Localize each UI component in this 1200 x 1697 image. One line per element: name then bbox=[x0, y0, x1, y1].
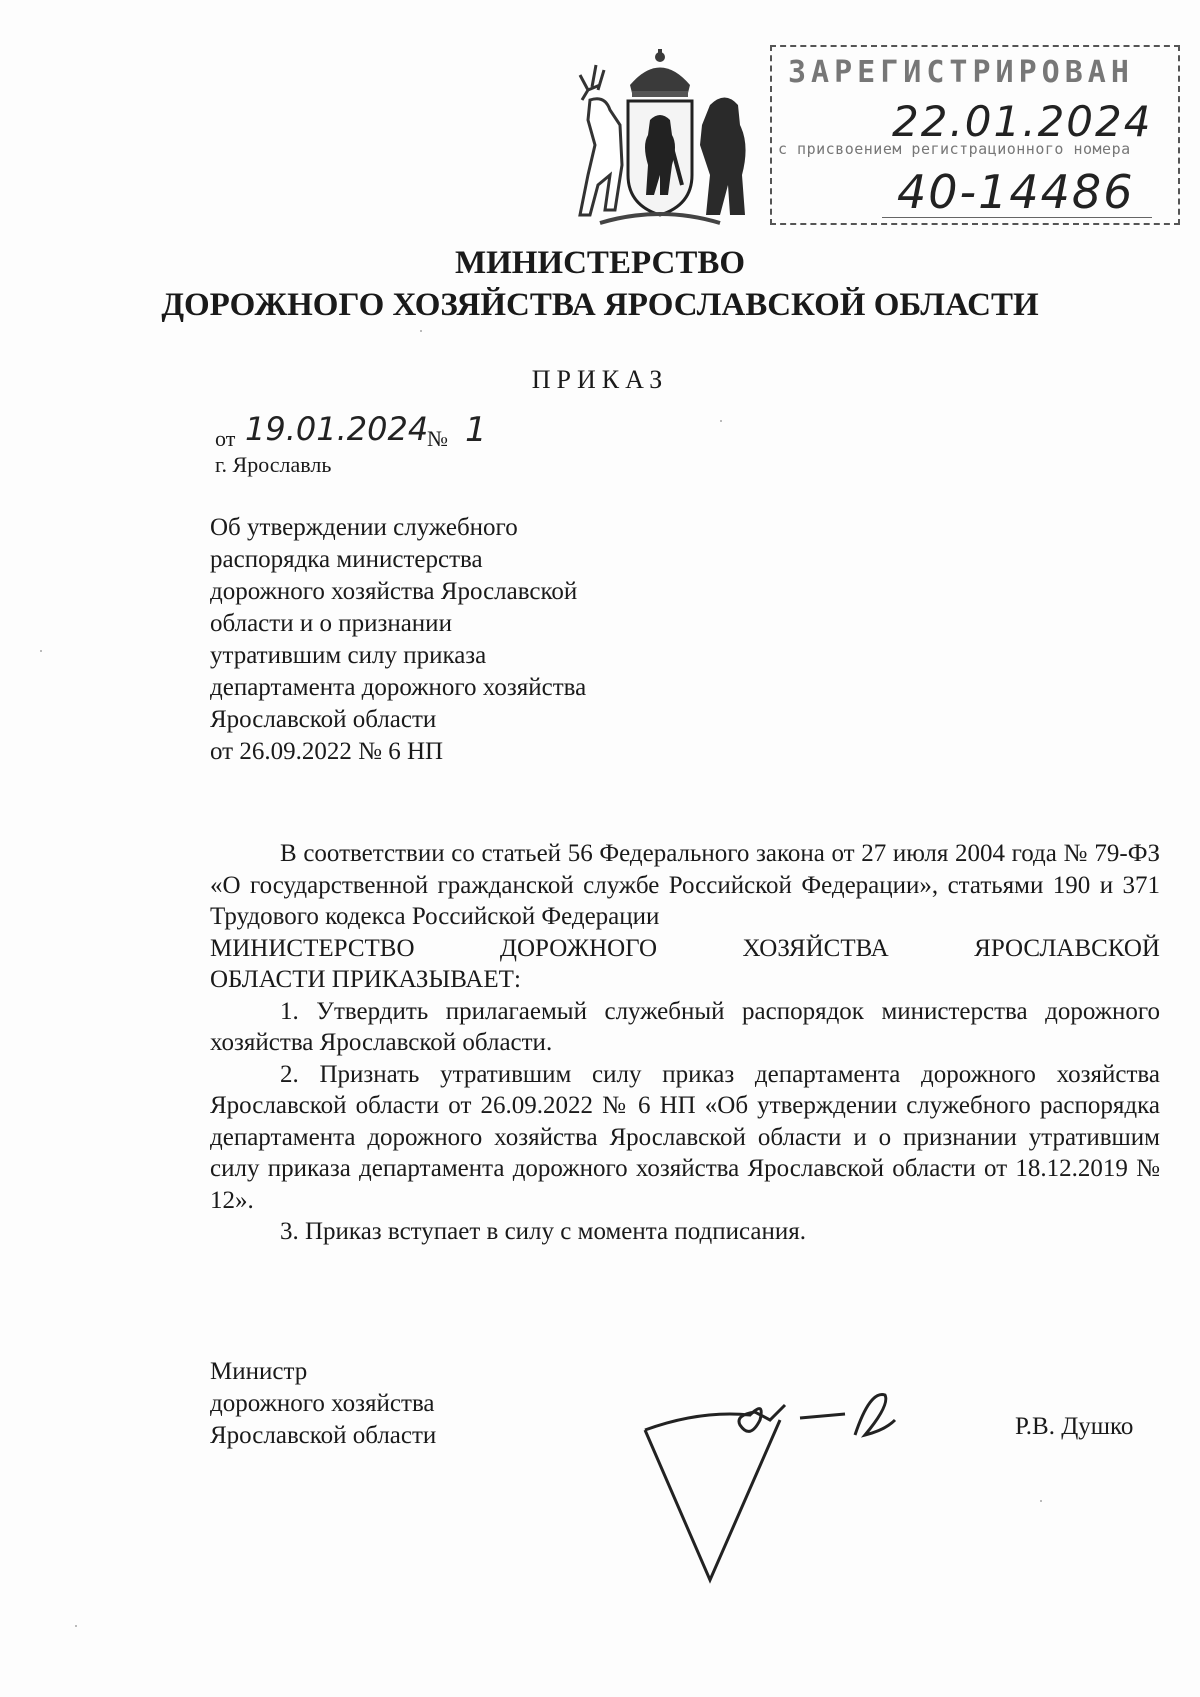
ministry-name-line2: ДОРОЖНОГО ХОЗЯЙСТВА ЯРОСЛАВСКОЙ ОБЛАСТИ bbox=[161, 287, 1039, 323]
subject-line: Об утверждении служебного bbox=[210, 514, 518, 541]
order-number-label: № bbox=[427, 426, 448, 451]
order-number: 1 bbox=[465, 410, 487, 450]
stamp-registration-number: 40-14486 bbox=[897, 165, 1135, 219]
order-date-prefix: от bbox=[215, 426, 236, 451]
coat-of-arms-emblem bbox=[560, 45, 760, 235]
subject-line: дорожного хозяйства Ярославской bbox=[210, 578, 578, 605]
scan-speck bbox=[40, 650, 42, 652]
scan-speck bbox=[1040, 1500, 1042, 1502]
stamp-title: ЗАРЕГИСТРИРОВАН bbox=[788, 55, 1134, 90]
order-date: 19.01.2024 bbox=[245, 410, 429, 448]
order-city: г. Ярославль bbox=[215, 452, 332, 477]
scan-speck bbox=[420, 330, 422, 332]
order-subject bbox=[210, 512, 680, 768]
scan-speck bbox=[75, 1625, 77, 1627]
position-line: Ярославской области bbox=[210, 1422, 437, 1449]
scan-speck bbox=[720, 420, 722, 422]
subject-line: от 26.09.2022 № 6 НП bbox=[210, 738, 444, 765]
orders-line-2: ОБЛАСТИ ПРИКАЗЫВАЕТ: bbox=[210, 966, 521, 993]
subject-line: области и о признании bbox=[210, 610, 452, 637]
preamble-paragraph: В соответствии со статьей 56 Федерального закона от 27 июля 2004 года № 79-ФЗ «О государственной гражданской службе Российской Федерации», статьями 190 и 371 Трудового кодекса Российской Федерации bbox=[210, 840, 1160, 930]
order-body bbox=[210, 838, 1160, 1248]
handwritten-signature bbox=[640, 1390, 910, 1590]
position-line: Министр bbox=[210, 1358, 308, 1385]
signatory-name: Р.В. Душко bbox=[1015, 1413, 1134, 1440]
subject-line: утратившим силу приказа bbox=[210, 642, 487, 669]
ministry-name-line1: МИНИСТЕРСТВО bbox=[454, 245, 746, 281]
registration-stamp bbox=[770, 45, 1180, 225]
stamp-divider bbox=[882, 217, 1152, 218]
subject-line: департамента дорожного хозяйства bbox=[210, 674, 587, 701]
signatory-position bbox=[210, 1356, 436, 1452]
orders-line: МИНИСТЕРСТВО ДОРОЖНОГО ХОЗЯЙСТВА ЯРОСЛАВСКОЙ bbox=[210, 934, 1160, 962]
stamp-caption: с присвоением регистрационного номера bbox=[778, 140, 1131, 158]
order-item-1: 1. Утвердить прилагаемый служебный распорядок министерства дорожного хозяйства Ярославской области. bbox=[210, 997, 1160, 1056]
order-title: ПРИКАЗ bbox=[531, 365, 669, 394]
position-line: дорожного хозяйства bbox=[210, 1390, 435, 1417]
order-item-2: 2. Признать утратившим силу приказ департамента дорожного хозяйства Ярославской области от 26.09.2022 № 6 НП «Об утверждении служебного распорядка департамента дорожного хозяйства Ярославской области и о признании утратившим силу приказа департамента дорожного хозяйства Ярославской области от 18.12.2019 № 12». bbox=[210, 1060, 1160, 1214]
order-item-3: 3. Приказ вступает в силу с момента подписания. bbox=[280, 1218, 806, 1245]
subject-line: Ярославской области bbox=[210, 706, 437, 733]
subject-line: распорядка министерства bbox=[210, 546, 483, 573]
stamp-date: 22.01.2024 bbox=[892, 97, 1153, 146]
